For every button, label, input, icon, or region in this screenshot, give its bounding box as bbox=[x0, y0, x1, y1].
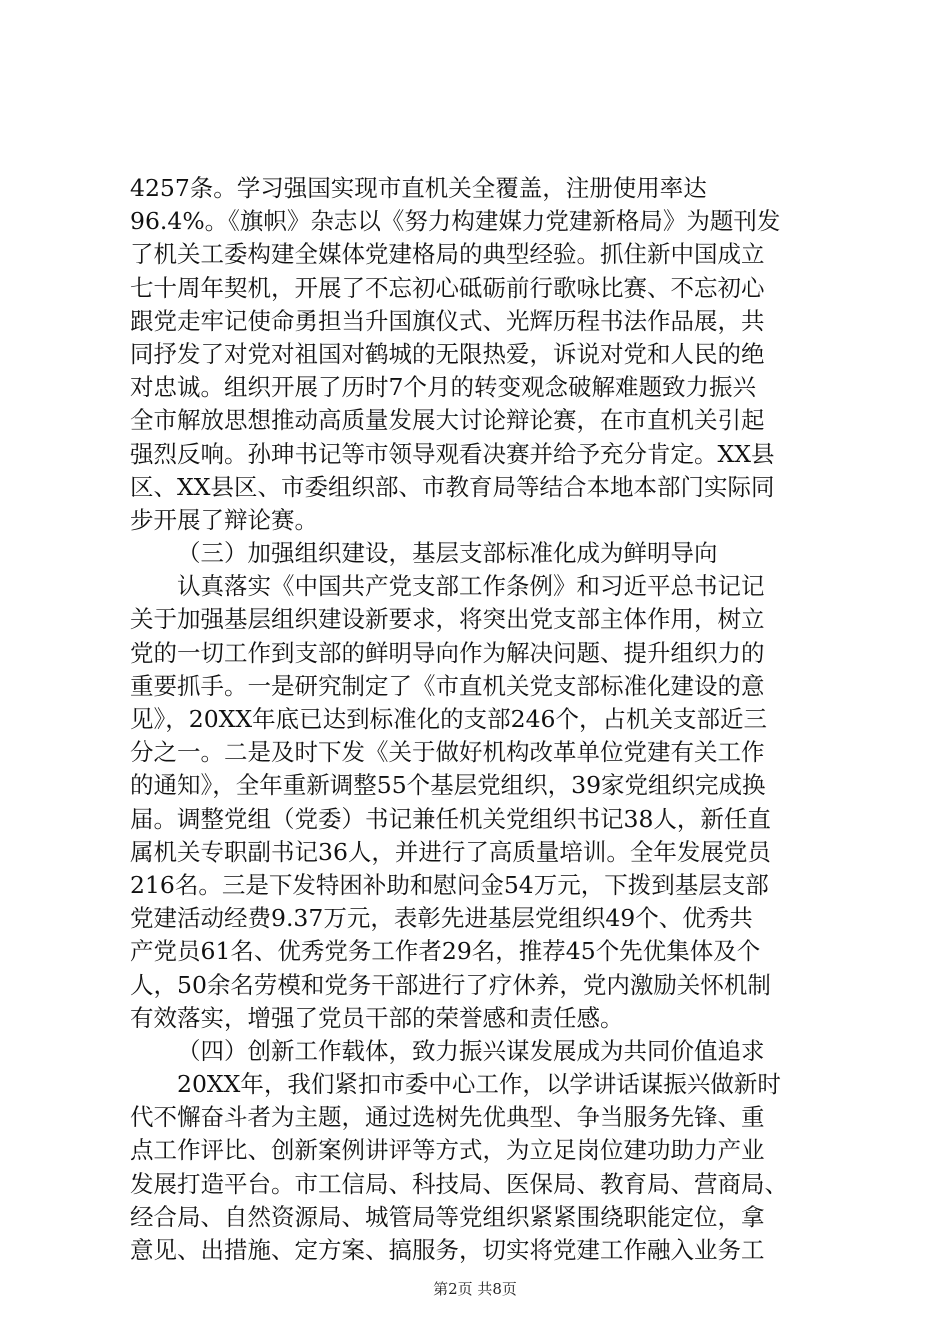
body-line: 分之一。二是及时下发《关于做好机构改革单位党建有关工作 bbox=[130, 738, 765, 767]
section-heading-3: （三）加强组织建设，基层支部标准化成为鲜明导向 bbox=[177, 539, 718, 568]
body-line: 对忠诚。组织开展了历时7个月的转变观念破解难题致力振兴 bbox=[130, 373, 756, 402]
body-line: 的通知》，全年重新调整55个基层党组织，39家党组织完成换 bbox=[130, 771, 766, 800]
body-line: 步开展了辩论赛。 bbox=[130, 505, 318, 534]
body-line: 强烈反响。孙珅书记等市领导观看决赛并给予充分肯定。XX县 bbox=[130, 439, 775, 468]
body-line: 产党员61名、优秀党务工作者29名，推荐45个先优集体及个 bbox=[130, 937, 761, 966]
body-line: 关于加强基层组织建设新要求，将突出党支部主体作用，树立 bbox=[130, 605, 765, 634]
body-line: 意见、出措施、定方案、搞服务，切实将党建工作融入业务工 bbox=[130, 1236, 765, 1264]
body-line: 区、XX县区、市委组织部、市教育局等结合本地本部门实际同 bbox=[130, 472, 775, 501]
body-line: 代不懈奋斗者为主题，通过选树先优典型、争当服务先锋、重 bbox=[130, 1103, 765, 1132]
body-line: 届。调整党组（党委）书记兼任机关党组织书记38人，新任直 bbox=[130, 804, 771, 833]
body-line: 七十周年契机，开展了不忘初心砥砺前行歌咏比赛、不忘初心 bbox=[130, 273, 765, 302]
body-line: 人，50余名劳模和党务干部进行了疗休养，党内激励关怀机制 bbox=[130, 970, 771, 999]
body-line: 216名。三是下发特困补助和慰问金54万元，下拨到基层支部 bbox=[130, 870, 769, 899]
body-line: 党建活动经费9.37万元，表彰先进基层党组织49个、优秀共 bbox=[130, 904, 753, 933]
paragraph-start: 认真落实《中国共产党支部工作条例》和习近平总书记记 bbox=[177, 572, 765, 601]
document-body bbox=[130, 172, 860, 1267]
body-line: 同抒发了对党对祖国对鹤城的无限热爱，诉说对党和人民的绝 bbox=[130, 339, 765, 368]
body-line: 有效落实，增强了党员干部的荣誉感和责任感。 bbox=[130, 1003, 624, 1032]
body-line: 点工作评比、创新案例讲评等方式，为立足岗位建功助力产业 bbox=[130, 1136, 765, 1165]
body-line: 党的一切工作到支部的鲜明导向作为解决问题、提升组织力的 bbox=[130, 638, 765, 667]
body-line: 了机关工委构建全媒体党建格局的典型经验。抓住新中国成立 bbox=[130, 240, 765, 269]
body-line: 全市解放思想推动高质量发展大讨论辩论赛，在市直机关引起 bbox=[130, 406, 765, 435]
body-line: 属机关专职副书记36人，并进行了高质量培训。全年发展党员 bbox=[130, 837, 771, 866]
page-number-footer: 第2页 共8页 bbox=[433, 1280, 517, 1298]
paragraph-start: 20XX年，我们紧扣市委中心工作，以学讲话谋振兴做新时 bbox=[177, 1070, 781, 1099]
body-line: 重要抓手。一是研究制定了《市直机关党支部标准化建设的意 bbox=[130, 671, 765, 700]
body-line: 经合局、自然资源局、城管局等党组织紧紧围绕职能定位，拿 bbox=[130, 1202, 765, 1231]
section-heading-4: （四）创新工作载体，致力振兴谋发展成为共同价值追求 bbox=[177, 1036, 765, 1065]
body-line: 跟党走牢记使命勇担当升国旗仪式、光辉历程书法作品展，共 bbox=[130, 306, 765, 335]
body-line: 发展打造平台。市工信局、科技局、医保局、教育局、营商局、 bbox=[130, 1169, 788, 1198]
body-line: 96.4%。《旗帜》杂志以《努力构建媒力党建新格局》为题刊发 bbox=[130, 207, 781, 236]
body-line: 4257条。学习强国实现市直机关全覆盖，注册使用率达 bbox=[130, 174, 707, 202]
body-line: 见》，20XX年底已达到标准化的支部246个，占机关支部近三 bbox=[130, 705, 767, 733]
